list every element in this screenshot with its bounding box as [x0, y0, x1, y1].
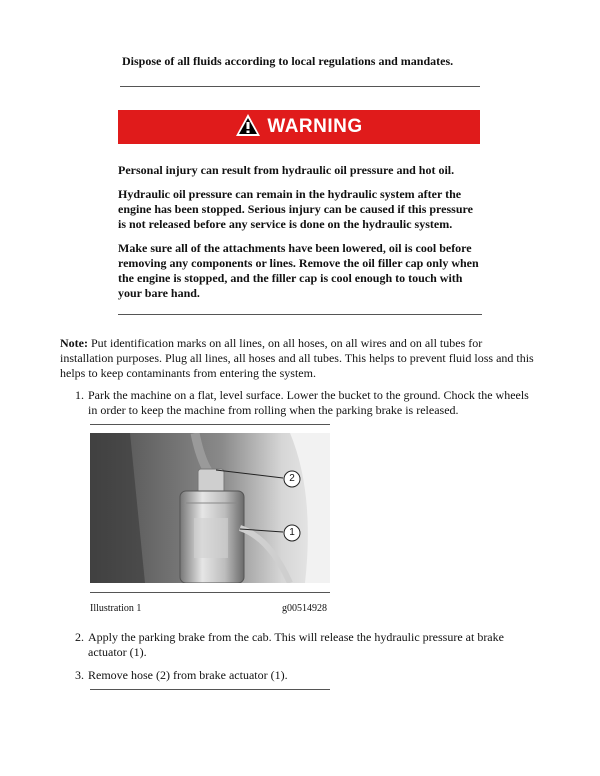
step-text: Park the machine on a flat, level surface. Lower the bucket to the ground. Chock the wheels in order to keep the machine from rolling when the parking brake is released. [88, 388, 529, 417]
step-number: 1. [75, 388, 84, 402]
divider [90, 592, 330, 593]
illustration-caption: Illustration 1 [90, 603, 142, 614]
step-number: 3. [75, 668, 84, 682]
note-text: Put identification marks on all lines, on all hoses, on all wires and on all tubes for installation purposes. Plug all lines, all hoses and all tubes. This helps to prevent fluid loss and this helps to keep contaminants from entering the system. [60, 336, 534, 380]
warning-paragraph: Hydraulic oil pressure can remain in the hydraulic system after the engine has been stopped. Serious injury can be caused if this pressure is not released before any service is done on the hydraulic system. [118, 187, 473, 231]
note-label: Note: [60, 336, 88, 350]
warning-banner [118, 110, 480, 144]
callout-label: 2 [289, 473, 295, 484]
divider [118, 314, 482, 315]
warning-paragraph: Make sure all of the attachments have been lowered, oil is cool before removing any components or lines. Remove the oil filler cap only when the engine is stopped, and the filler cap is cool enough to touch with your bare hand. [118, 241, 479, 300]
note-paragraph [60, 336, 538, 381]
divider [120, 86, 480, 87]
step-text: Remove hose (2) from brake actuator (1). [88, 668, 288, 682]
illustration-ref: g00514928 [282, 603, 327, 614]
step-number: 2. [75, 630, 84, 644]
warning-paragraph: Personal injury can result from hydraulic oil pressure and hot oil. [118, 163, 455, 177]
dispose-text: Dispose of all fluids according to local regulations and mandates. [122, 54, 454, 68]
callout-label: 1 [289, 527, 295, 538]
divider [90, 424, 330, 425]
warning-triangle-icon [235, 113, 261, 142]
illustration-photo [90, 433, 330, 583]
warning-text-block [118, 163, 480, 301]
warning-label: WARNING [267, 116, 363, 137]
step-text: Apply the parking brake from the cab. This will release the hydraulic pressure at brake actuator (1). [88, 630, 504, 659]
divider [90, 689, 330, 690]
